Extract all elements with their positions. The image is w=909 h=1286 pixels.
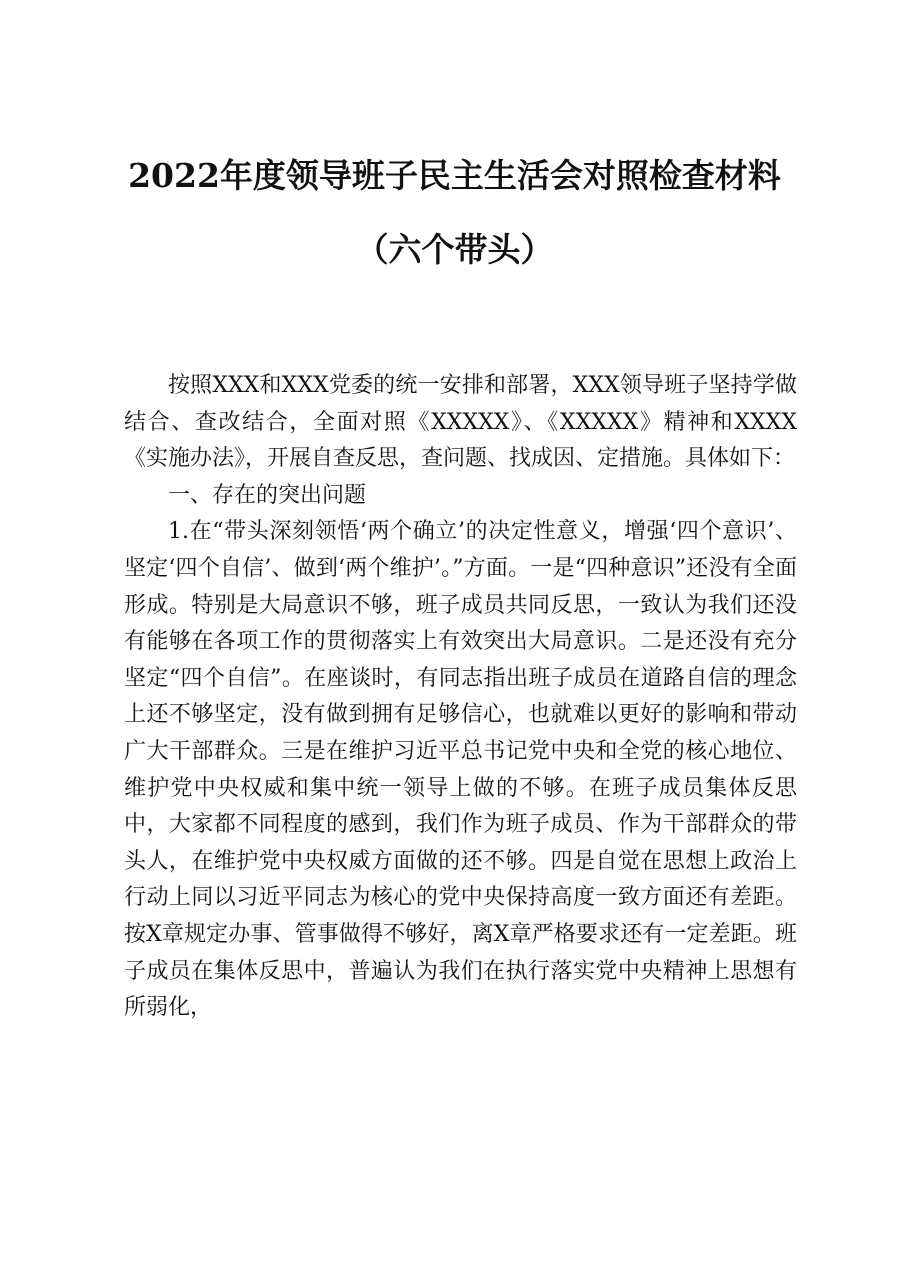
document-title: 2022年度领导班子民主生活会对照检查材料 (128, 156, 781, 195)
document-subtitle: （六个带头） (355, 230, 554, 269)
section-heading: 一、存在的突出问题 (168, 482, 367, 508)
body-paragraph: 1.在“带头深刻领悟‘两个确立’的决定性意义，增强‘四个意识’、坚定‘四个自信’、做到‘两个维护’。”方面。一是“四种意识”还没有全面形成。特别是大局意识不够，班子成员共同反思，一致认为我们还没有能够在各项工作的贯彻落实上有效突出大局意识。二是还没有充分坚定“四个自信”。在座谈时，有同志指出班子成员在道路自信的理念上还不够坚定，没有做到拥有足够信心，也就难以更好的影响和带动广大干部群众。三是在维护习近平总书记党中央和全党的核心地位、维护党中央权威和集中统一领导上做的不够。在班子成员集体反思中，大家都不同程度的感到，我们作为班子成员、作为干部群众的带头人，在维护党中央权威方面做的还不够。四是自觉在思想上政治上行动上同以习近平同志为核心的党中央保持高度一致方面还有差距。按X章规定办事、管事做得不够好，离X章严格要求还有一定差距。班子成员在集体反思中，普遍认为我们在执行落实党中央精神上思想有所弱化， (124, 519, 797, 1021)
intro-paragraph: 按照XXX和XXX党委的统一安排和部署，XXX领导班子坚持学做结合、查改结合，全面对照《XXXXX》、《XXXXX》精神和XXXX《实施办法》，开展自查反思，查问题、找成因、定措施。具体如下： (124, 373, 797, 472)
document-body (124, 368, 797, 1027)
